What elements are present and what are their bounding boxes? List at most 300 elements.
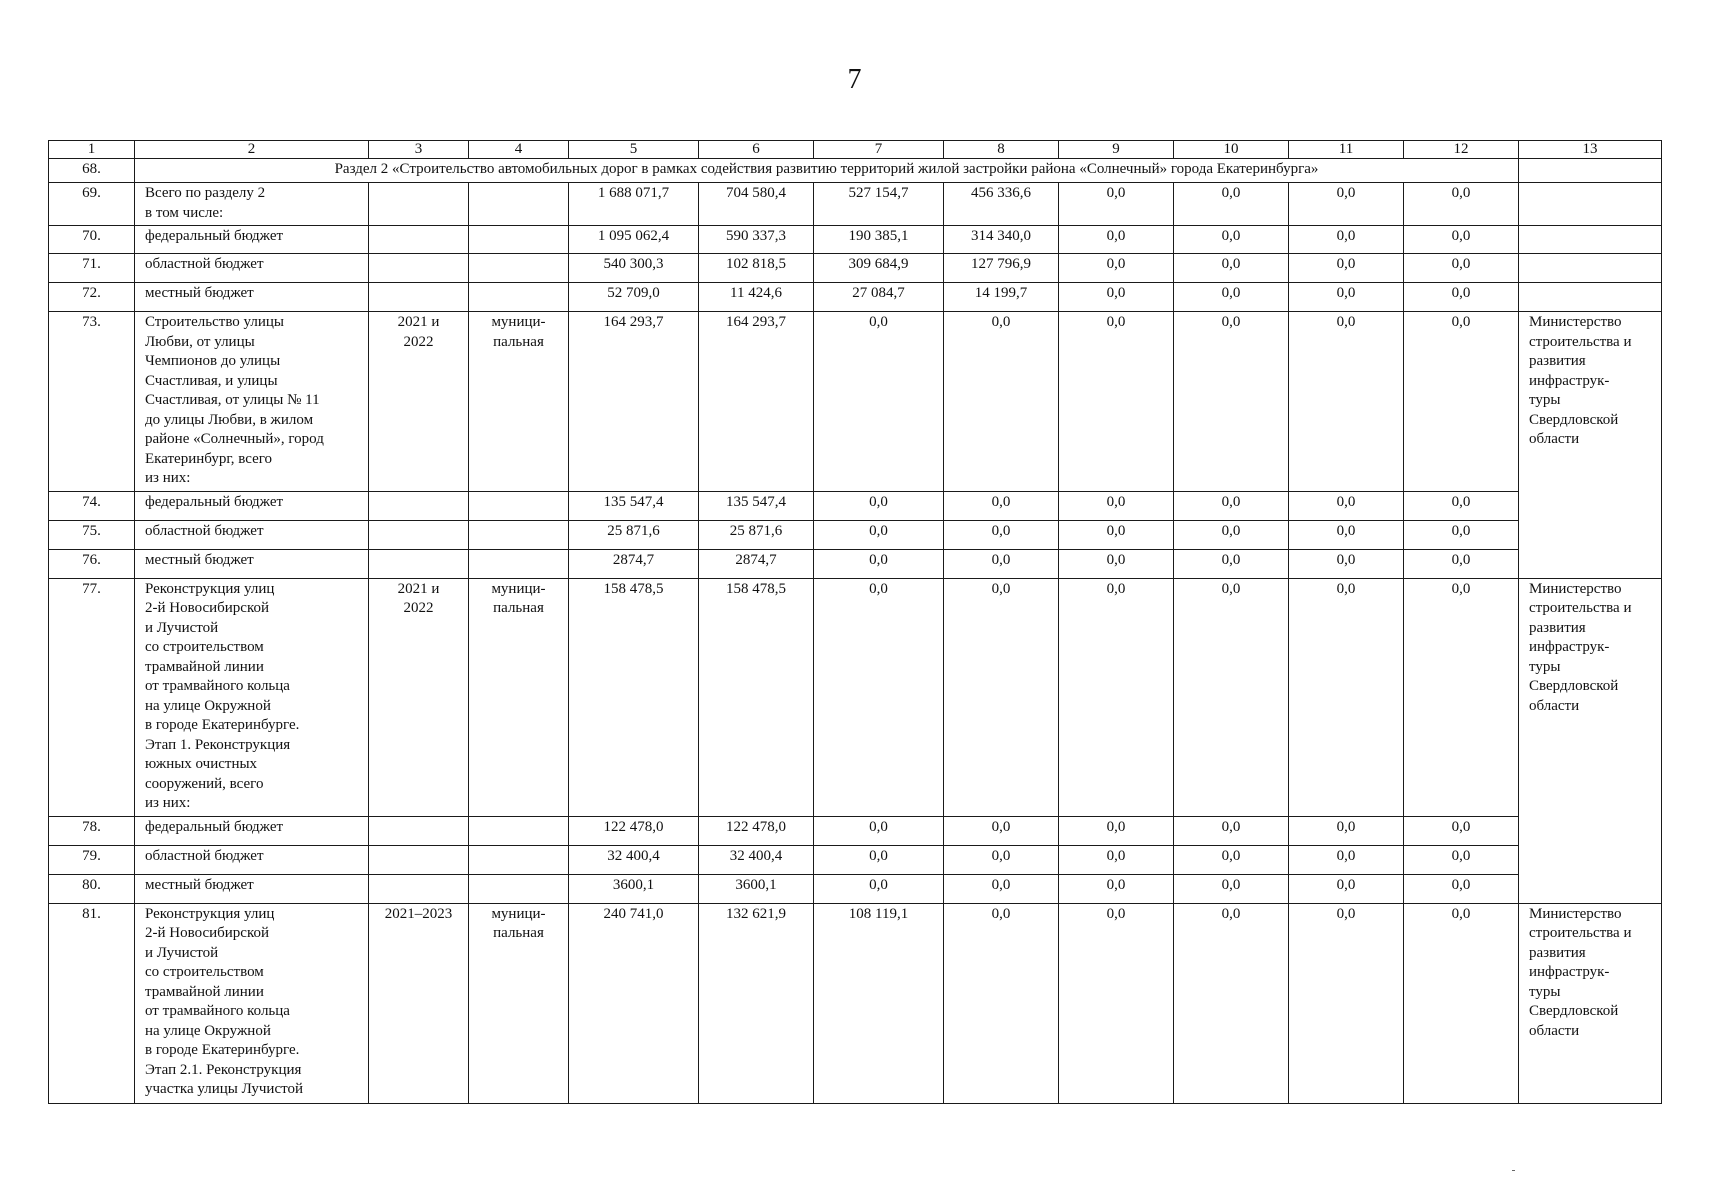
row-value-v6-text: 11 424,6 — [730, 285, 782, 301]
row-value-v9 — [1059, 549, 1174, 578]
row-value-v7-text: 0,0 — [869, 818, 888, 835]
row-value-v5 — [569, 520, 699, 549]
row-value-v9-text: 0,0 — [1106, 818, 1126, 835]
row-number — [49, 283, 135, 312]
row-value-v9-text: 0,0 — [1106, 493, 1126, 510]
row-value-v6 — [699, 491, 814, 520]
row-value-v5 — [569, 226, 699, 254]
row-value-v11 — [1289, 312, 1404, 492]
row-value-v6-text: 132 621,9 — [726, 905, 786, 922]
table-row — [49, 491, 1662, 520]
row-value-v12-text: 0,0 — [1451, 905, 1471, 922]
row-value-v11 — [1289, 845, 1404, 874]
row-number-text: 80. — [82, 876, 101, 893]
row-value-v6 — [699, 183, 814, 226]
row-value-v10-text: 0,0 — [1221, 905, 1241, 922]
table-row — [49, 254, 1662, 283]
column-number — [1289, 141, 1404, 159]
row-number — [49, 183, 135, 226]
row-value-v7-text: 108 119,1 — [848, 905, 909, 922]
row-type-text: муници- пальная — [491, 580, 546, 616]
table-row — [49, 183, 1662, 226]
row-value-v10-text: 0,0 — [1221, 876, 1241, 893]
column-number — [699, 141, 814, 159]
row-value-v8-text: 0,0 — [991, 847, 1011, 864]
row-value-v6-text: 704 580,4 — [726, 185, 786, 201]
row-value-v7 — [814, 183, 944, 226]
row-value-v12 — [1404, 845, 1519, 874]
row-number-text: 69. — [82, 185, 101, 201]
row-value-v10 — [1174, 283, 1289, 312]
row-value-v11 — [1289, 520, 1404, 549]
row-value-v10-text: 0,0 — [1221, 256, 1241, 272]
row-value-v11-text: 0,0 — [1336, 256, 1356, 272]
row-value-v9-text: 0,0 — [1106, 285, 1126, 301]
row-name-text: федеральный бюджет — [145, 228, 284, 244]
row-number — [49, 491, 135, 520]
row-value-v11 — [1289, 254, 1404, 283]
row-value-v6-text: 135 547,4 — [726, 493, 786, 510]
row-value-v6 — [699, 549, 814, 578]
row-value-v12-text: 0,0 — [1451, 314, 1471, 330]
row-value-v5-text: 540 300,3 — [603, 256, 664, 272]
row-name — [135, 283, 369, 312]
row-value-v6-text: 102 818,5 — [726, 256, 786, 272]
row-value-v5-text: 1 688 071,7 — [597, 185, 670, 201]
row-value-v5-text: 1 095 062,4 — [597, 228, 670, 244]
row-value-v7 — [814, 816, 944, 845]
row-value-v9-text: 0,0 — [1106, 185, 1126, 201]
row-value-v5-text: 2874,7 — [612, 551, 655, 568]
row-value-v12-text: 0,0 — [1451, 493, 1471, 510]
table-row — [49, 312, 1662, 492]
row-name — [135, 816, 369, 845]
column-number — [569, 141, 699, 159]
column-number-text: 1 — [87, 141, 96, 157]
row-value-v8-text: 0,0 — [991, 818, 1011, 835]
row-value-v6 — [699, 903, 814, 1103]
row-value-v8-text: 0,0 — [991, 314, 1011, 330]
row-number-text: 81. — [82, 905, 101, 922]
row-value-v12-text: 0,0 — [1451, 847, 1471, 864]
row-type — [469, 491, 569, 520]
column-number-row — [49, 141, 1662, 159]
row-value-v8-text: 0,0 — [991, 876, 1011, 893]
row-number — [49, 903, 135, 1103]
column-number-text: 13 — [1582, 141, 1598, 157]
row-value-v10-text: 0,0 — [1221, 314, 1241, 330]
row-value-v10-text: 0,0 — [1221, 818, 1241, 835]
row-value-v12 — [1404, 283, 1519, 312]
row-years — [369, 254, 469, 283]
row-value-v8-text: 0,0 — [991, 551, 1011, 568]
row-responsible — [1519, 312, 1662, 579]
row-name-text: областной бюджет — [145, 522, 264, 539]
row-value-v7-text: 0,0 — [869, 876, 888, 893]
row-value-v7-text: 0,0 — [869, 493, 888, 510]
row-value-v8 — [944, 312, 1059, 492]
row-value-v9 — [1059, 283, 1174, 312]
row-value-v12 — [1404, 816, 1519, 845]
row-value-v12 — [1404, 578, 1519, 816]
row-value-v6 — [699, 816, 814, 845]
row-value-v5-text: 158 478,5 — [603, 580, 664, 597]
row-value-v12 — [1404, 874, 1519, 903]
row-number — [49, 226, 135, 254]
row-value-v7 — [814, 549, 944, 578]
row-years — [369, 491, 469, 520]
scan-mark — [1512, 1170, 1515, 1171]
row-value-v8 — [944, 226, 1059, 254]
table-row — [49, 874, 1662, 903]
row-years — [369, 816, 469, 845]
row-name — [135, 903, 369, 1103]
row-value-v8 — [944, 903, 1059, 1103]
row-name-text: Реконструкция улиц 2-й Новосибирской и Лучистой со строительством трамвайной линии от трамвайного кольца на улице Окружной в городе Екатеринбурге. Этап 2.1. Реконструкция участка улицы Лучистой — [145, 905, 304, 1097]
row-number-text: 79. — [82, 847, 101, 864]
column-number — [369, 141, 469, 159]
row-value-v9-text: 0,0 — [1106, 580, 1126, 597]
row-name-text: местный бюджет — [145, 285, 254, 301]
row-value-v11 — [1289, 549, 1404, 578]
column-number — [1519, 141, 1662, 159]
row-value-v7 — [814, 903, 944, 1103]
row-value-v5-text: 240 741,0 — [603, 905, 664, 922]
row-value-v9-text: 0,0 — [1106, 551, 1126, 568]
row-value-v10 — [1174, 845, 1289, 874]
row-value-v10 — [1174, 816, 1289, 845]
budget-table — [48, 140, 1662, 1104]
row-value-v12 — [1404, 549, 1519, 578]
row-value-v10-text: 0,0 — [1221, 551, 1241, 568]
row-years — [369, 845, 469, 874]
row-value-v11-text: 0,0 — [1336, 314, 1356, 330]
row-name-text: областной бюджет — [145, 256, 264, 272]
row-value-v8 — [944, 874, 1059, 903]
column-number — [944, 141, 1059, 159]
row-value-v12-text: 0,0 — [1451, 876, 1471, 893]
row-value-v11-text: 0,0 — [1336, 493, 1356, 510]
row-value-v7 — [814, 283, 944, 312]
row-years — [369, 312, 469, 492]
row-value-v12 — [1404, 312, 1519, 492]
row-type — [469, 283, 569, 312]
row-value-v6 — [699, 874, 814, 903]
row-value-v8 — [944, 183, 1059, 226]
row-value-v11-text: 0,0 — [1336, 228, 1356, 244]
row-value-v7 — [814, 254, 944, 283]
column-number — [814, 141, 944, 159]
row-value-v6-text: 2874,7 — [735, 551, 777, 568]
row-value-v6 — [699, 254, 814, 283]
row-value-v12-text: 0,0 — [1451, 818, 1471, 835]
row-value-v6 — [699, 283, 814, 312]
row-name-text: областной бюджет — [145, 847, 264, 864]
row-value-v11-text: 0,0 — [1336, 522, 1356, 539]
row-value-v7 — [814, 312, 944, 492]
row-type — [469, 816, 569, 845]
row-value-v9 — [1059, 520, 1174, 549]
row-number-text: 73. — [82, 314, 101, 330]
row-value-v8-text: 0,0 — [991, 522, 1011, 539]
row-value-v5 — [569, 491, 699, 520]
row-value-v10-text: 0,0 — [1221, 285, 1241, 301]
row-value-v8-text: 456 336,6 — [971, 185, 1031, 201]
row-value-v7 — [814, 520, 944, 549]
row-value-v9-text: 0,0 — [1106, 314, 1126, 330]
row-value-v9-text: 0,0 — [1106, 228, 1126, 244]
row-value-v12 — [1404, 491, 1519, 520]
row-value-v6 — [699, 312, 814, 492]
row-name-text: федеральный бюджет — [145, 818, 284, 835]
row-number-text: 68. — [82, 161, 101, 177]
row-value-v5 — [569, 903, 699, 1103]
row-value-v11-text: 0,0 — [1336, 905, 1356, 922]
row-value-v8-text: 14 199,7 — [974, 285, 1028, 301]
row-value-v9 — [1059, 903, 1174, 1103]
row-value-v11-text: 0,0 — [1336, 818, 1356, 835]
row-type — [469, 520, 569, 549]
row-value-v9 — [1059, 312, 1174, 492]
row-years-text: 2021–2023 — [384, 905, 453, 922]
row-value-v8-text: 0,0 — [991, 905, 1011, 922]
row-number — [49, 874, 135, 903]
row-value-v7-text: 0,0 — [869, 522, 888, 539]
row-value-v12 — [1404, 903, 1519, 1103]
row-value-v11-text: 0,0 — [1336, 580, 1356, 597]
row-number — [49, 312, 135, 492]
row-number — [49, 816, 135, 845]
row-name — [135, 549, 369, 578]
row-value-v10 — [1174, 520, 1289, 549]
row-value-v9-text: 0,0 — [1106, 256, 1126, 272]
row-value-v10 — [1174, 903, 1289, 1103]
row-type-text: муници- пальная — [491, 905, 546, 941]
row-value-v11-text: 0,0 — [1336, 847, 1356, 864]
row-value-v11 — [1289, 491, 1404, 520]
row-value-v8 — [944, 549, 1059, 578]
column-number — [1404, 141, 1519, 159]
table-row — [49, 845, 1662, 874]
row-value-v9-text: 0,0 — [1106, 876, 1126, 893]
row-value-v7 — [814, 226, 944, 254]
row-value-v12-text: 0,0 — [1451, 185, 1471, 201]
row-value-v5-text: 122 478,0 — [603, 818, 664, 835]
row-value-v9-text: 0,0 — [1106, 522, 1126, 539]
row-value-v10-text: 0,0 — [1221, 185, 1241, 201]
table-row — [49, 549, 1662, 578]
row-value-v6 — [699, 226, 814, 254]
row-years — [369, 520, 469, 549]
row-name-text: Реконструкция улиц 2-й Новосибирской и Лучистой со строительством трамвайной линии от трамвайного кольца на улице Окружной в городе Екатеринбурге. Этап 1. Реконструкция южных очистных сооружений, всего из них: — [145, 580, 300, 811]
row-type — [469, 183, 569, 226]
row-name — [135, 578, 369, 816]
row-value-v9 — [1059, 183, 1174, 226]
row-name-text: Всего по разделу 2 в том числе: — [145, 185, 266, 221]
row-value-v12 — [1404, 254, 1519, 283]
row-value-v10 — [1174, 491, 1289, 520]
row-name-text: местный бюджет — [145, 876, 254, 893]
section-empty-cell — [1519, 159, 1662, 183]
row-name — [135, 183, 369, 226]
row-value-v10 — [1174, 312, 1289, 492]
row-value-v11 — [1289, 874, 1404, 903]
row-value-v6-text: 158 478,5 — [726, 580, 786, 597]
row-value-v12-text: 0,0 — [1451, 522, 1471, 539]
row-number — [49, 159, 135, 183]
row-number-text: 77. — [82, 580, 101, 597]
row-value-v5-text: 52 709,0 — [607, 285, 660, 301]
column-number — [1174, 141, 1289, 159]
row-value-v11 — [1289, 903, 1404, 1103]
column-number — [469, 141, 569, 159]
row-value-v10-text: 0,0 — [1221, 228, 1241, 244]
row-value-v10 — [1174, 549, 1289, 578]
row-value-v11-text: 0,0 — [1336, 876, 1356, 893]
row-responsible — [1519, 183, 1662, 226]
row-value-v11 — [1289, 226, 1404, 254]
row-name — [135, 254, 369, 283]
row-value-v10 — [1174, 183, 1289, 226]
row-value-v8 — [944, 578, 1059, 816]
column-number-text: 9 — [1112, 141, 1120, 157]
column-number — [1059, 141, 1174, 159]
row-value-v11 — [1289, 578, 1404, 816]
row-value-v11-text: 0,0 — [1336, 185, 1356, 201]
row-value-v5-text: 164 293,7 — [603, 314, 664, 330]
row-number — [49, 578, 135, 816]
row-value-v7-text: 190 385,1 — [848, 228, 909, 244]
row-value-v8-text: 314 340,0 — [971, 228, 1031, 244]
column-number-text: 5 — [629, 141, 638, 157]
row-type — [469, 226, 569, 254]
row-years — [369, 903, 469, 1103]
row-value-v10 — [1174, 578, 1289, 816]
row-value-v8 — [944, 254, 1059, 283]
row-years — [369, 183, 469, 226]
row-value-v12-text: 0,0 — [1451, 285, 1471, 301]
row-value-v10 — [1174, 874, 1289, 903]
row-value-v11 — [1289, 283, 1404, 312]
row-value-v11-text: 0,0 — [1336, 551, 1356, 568]
row-type — [469, 845, 569, 874]
table-row — [49, 578, 1662, 816]
row-value-v8 — [944, 845, 1059, 874]
row-value-v5-text: 135 547,4 — [603, 493, 664, 510]
row-value-v12-text: 0,0 — [1451, 551, 1471, 568]
row-value-v7-text: 0,0 — [869, 551, 888, 568]
row-value-v7 — [814, 845, 944, 874]
column-number-text: 6 — [752, 141, 760, 157]
row-value-v6-text: 32 400,4 — [729, 847, 783, 864]
row-value-v10 — [1174, 226, 1289, 254]
row-value-v5 — [569, 874, 699, 903]
row-years — [369, 578, 469, 816]
row-name-text: местный бюджет — [145, 551, 254, 568]
row-responsible — [1519, 283, 1662, 312]
row-value-v5 — [569, 549, 699, 578]
row-value-v7 — [814, 491, 944, 520]
row-value-v12-text: 0,0 — [1451, 228, 1471, 244]
row-name-text: Строительство улицы Любви, от улицы Чемпионов до улицы Счастливая, и улицы Счастливая, от улицы № 11 до улицы Любви, в жилом районе «Солнечный», город Екатеринбург, всего из них: — [145, 314, 324, 486]
row-value-v7-text: 0,0 — [869, 314, 888, 330]
row-number-text: 75. — [82, 522, 101, 539]
row-value-v9-text: 0,0 — [1106, 905, 1126, 922]
row-responsible — [1519, 903, 1662, 1103]
row-value-v6 — [699, 845, 814, 874]
row-value-v11 — [1289, 816, 1404, 845]
row-value-v9 — [1059, 491, 1174, 520]
row-value-v9 — [1059, 816, 1174, 845]
row-value-v8-text: 0,0 — [991, 580, 1011, 597]
row-value-v7-text: 27 084,7 — [852, 285, 905, 301]
row-value-v5 — [569, 283, 699, 312]
row-type — [469, 549, 569, 578]
row-value-v8 — [944, 816, 1059, 845]
column-number-text: 12 — [1453, 141, 1469, 157]
row-number — [49, 254, 135, 283]
row-value-v5 — [569, 312, 699, 492]
row-value-v6 — [699, 578, 814, 816]
row-type — [469, 254, 569, 283]
row-value-v7 — [814, 578, 944, 816]
row-value-v10 — [1174, 254, 1289, 283]
row-responsible-text: Министерство строительства и развития инфраструк- туры Свердловской области — [1529, 314, 1632, 447]
column-number-text: 10 — [1223, 141, 1239, 157]
row-value-v12 — [1404, 183, 1519, 226]
row-years — [369, 226, 469, 254]
section-title-text: Раздел 2 «Строительство автомобильных дорог в рамках содействия развитию территорий жилой застройки района «Солнечный» города Екатеринбурга» — [334, 161, 1319, 177]
row-value-v7-text: 309 684,9 — [848, 256, 909, 272]
page-number: 7 — [847, 64, 862, 95]
table-row — [49, 226, 1662, 254]
column-number-text: 4 — [514, 141, 523, 157]
row-value-v5-text: 32 400,4 — [607, 847, 660, 864]
row-number-text: 74. — [82, 493, 101, 510]
section-row — [49, 159, 1662, 183]
row-value-v6-text: 3600,1 — [735, 876, 777, 893]
table-row — [49, 520, 1662, 549]
row-name — [135, 226, 369, 254]
row-number-text: 72. — [82, 285, 101, 301]
row-years-text: 2021 и 2022 — [397, 580, 440, 616]
row-number — [49, 520, 135, 549]
column-number — [49, 141, 135, 159]
row-years-text: 2021 и 2022 — [397, 314, 440, 350]
row-responsible-text: Министерство строительства и развития инфраструк- туры Свердловской области — [1529, 580, 1632, 714]
row-value-v10-text: 0,0 — [1221, 580, 1241, 597]
section-title — [135, 159, 1519, 183]
row-value-v8-text: 127 796,9 — [971, 256, 1031, 272]
row-type — [469, 578, 569, 816]
table-row — [49, 816, 1662, 845]
row-value-v8 — [944, 491, 1059, 520]
table-row — [49, 903, 1662, 1103]
row-name-text: федеральный бюджет — [145, 493, 284, 510]
row-number — [49, 845, 135, 874]
row-type — [469, 874, 569, 903]
row-value-v5 — [569, 183, 699, 226]
table-row — [49, 283, 1662, 312]
row-number-text: 78. — [82, 818, 101, 835]
column-number-text: 3 — [414, 141, 423, 157]
row-value-v9 — [1059, 578, 1174, 816]
row-name — [135, 874, 369, 903]
row-responsible-text: Министерство строительства и развития инфраструк- туры Свердловской области — [1529, 905, 1632, 1039]
row-value-v6-text: 590 337,3 — [726, 228, 786, 244]
row-value-v10-text: 0,0 — [1221, 522, 1241, 539]
row-value-v11 — [1289, 183, 1404, 226]
